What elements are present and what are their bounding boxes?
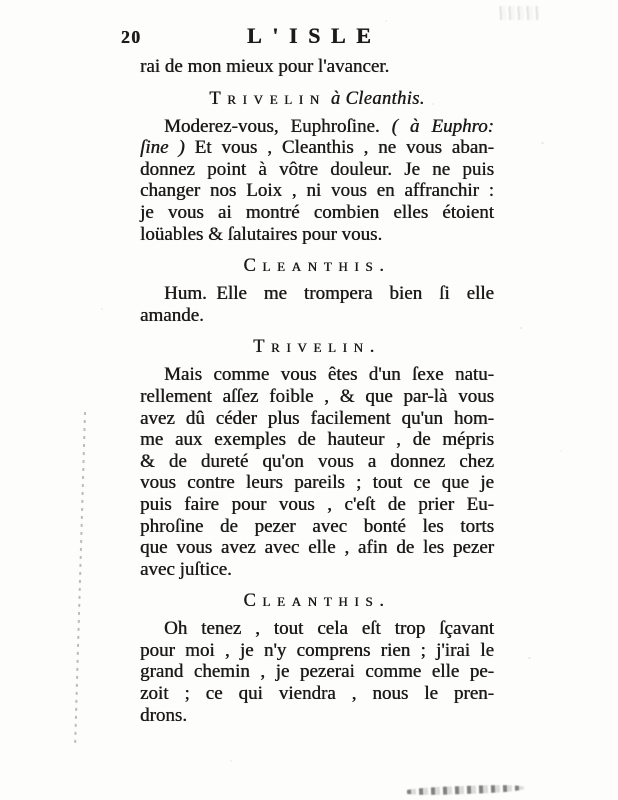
- dialogue-paragraph: [140, 618, 494, 726]
- text-line: [140, 283, 494, 305]
- text-line: [140, 224, 494, 246]
- text-line: [140, 537, 494, 559]
- scan-speck: [230, 760, 232, 762]
- scan-artifact-gutter-line: [74, 412, 86, 746]
- text-line: [140, 705, 494, 727]
- page-number: 20: [121, 27, 142, 47]
- text-line: [140, 451, 494, 473]
- speaker-name: Cleanthis.: [243, 256, 391, 277]
- dialogue-paragraph: [140, 116, 494, 246]
- scan-speck: [520, 327, 522, 329]
- text-line: [140, 180, 494, 202]
- continuation-line: [140, 56, 494, 78]
- body-text: me aux exemples de hauteur , de mépris: [140, 429, 494, 451]
- scan-speck: [541, 142, 544, 144]
- text-line: [140, 516, 494, 538]
- body-text: pour moi , je n'y comprens rien ; j'irai le: [140, 639, 494, 661]
- text-line: [140, 386, 494, 408]
- text-line: [140, 116, 494, 138]
- text-line: [140, 494, 494, 516]
- speaker-heading: [140, 87, 494, 110]
- scan-artifact-bottom-smudge: [404, 784, 524, 796]
- speaker-heading: [140, 254, 494, 277]
- italic-text: à Cleanthis.: [325, 88, 425, 109]
- text-line: [140, 559, 494, 581]
- speaker-heading: [140, 335, 494, 358]
- text-line: [140, 429, 494, 451]
- body-text: grand chemin , je pezerai comme elle pe-: [140, 661, 494, 683]
- scan-speck: [560, 450, 562, 452]
- body-text: Hum. Elle me trompera bien ſi elle: [164, 283, 494, 305]
- running-title: L'ISLE: [247, 23, 382, 48]
- body-text: loüables & ſalutaires pour vous.: [140, 223, 383, 245]
- speaker-name: Cleanthis.: [243, 591, 391, 612]
- italic-text: ( à Euphro:: [391, 115, 494, 137]
- body-text: Et vous , Cleanthis , ne vous aban-: [194, 137, 494, 159]
- dialogue-paragraph: [140, 364, 494, 580]
- body-text: changer nos Loix , ni vous en affranchir :: [140, 180, 494, 202]
- body-text: rai de mon mieux pour l'avancer.: [140, 56, 390, 77]
- text-line: [140, 661, 494, 683]
- text-line: [140, 159, 494, 181]
- body-text: Oh tenez , tout cela eſt trop ſçavant: [164, 618, 494, 640]
- body-text: & de dureté qu'on vous a donnez chez: [140, 450, 494, 472]
- body-text: drons.: [140, 704, 187, 726]
- scan-speck: [528, 657, 531, 659]
- body-text: je vous ai montré combien elles étoient: [140, 201, 494, 223]
- scan-speck: [432, 103, 434, 105]
- scan-speck: [385, 20, 387, 22]
- text-line: [140, 408, 494, 430]
- text-line: [140, 305, 494, 327]
- speaker-name: Trivelin: [209, 88, 326, 109]
- body-text: rellement aſſez foible , & que par-là vous: [140, 385, 494, 407]
- body-text: amande.: [140, 304, 204, 326]
- body-text: Mais comme vous êtes d'un ſexe natu-: [164, 364, 494, 386]
- body-text: avez dû céder plus facilement qu'un hom-: [140, 407, 494, 429]
- page-body: [140, 56, 494, 726]
- speaker-heading: [140, 589, 494, 612]
- text-line: [140, 640, 494, 662]
- speaker-name: Trivelin.: [253, 337, 381, 358]
- body-text: phroſine de pezer avec bonté les torts: [140, 515, 494, 537]
- scan-artifact-corner-marks: [497, 6, 539, 20]
- body-text: vous contre leurs pareils ; tout ce que je: [140, 472, 494, 494]
- text-line: [140, 618, 494, 640]
- body-text: zoit ; ce qui viendra , nous le pren-: [140, 683, 494, 705]
- dialogue-paragraph: [140, 283, 494, 326]
- text-line: [140, 683, 494, 705]
- body-text: Moderez-vous, Euphroſine.: [164, 115, 392, 137]
- scan-speck: [101, 308, 103, 310]
- italic-text: ſine ): [140, 137, 195, 159]
- body-text: que vous avez avec elle , afin de les pezer: [140, 537, 494, 559]
- text-line: [140, 472, 494, 494]
- text-line: [140, 202, 494, 224]
- body-text: puis faire pour vous , c'eſt de prier Eu-: [140, 493, 494, 515]
- body-text: donnez point à vôtre douleur. Je ne puis: [140, 158, 494, 180]
- text-line: [140, 137, 494, 159]
- body-text: avec juſtice.: [140, 558, 232, 580]
- text-line: [140, 364, 494, 386]
